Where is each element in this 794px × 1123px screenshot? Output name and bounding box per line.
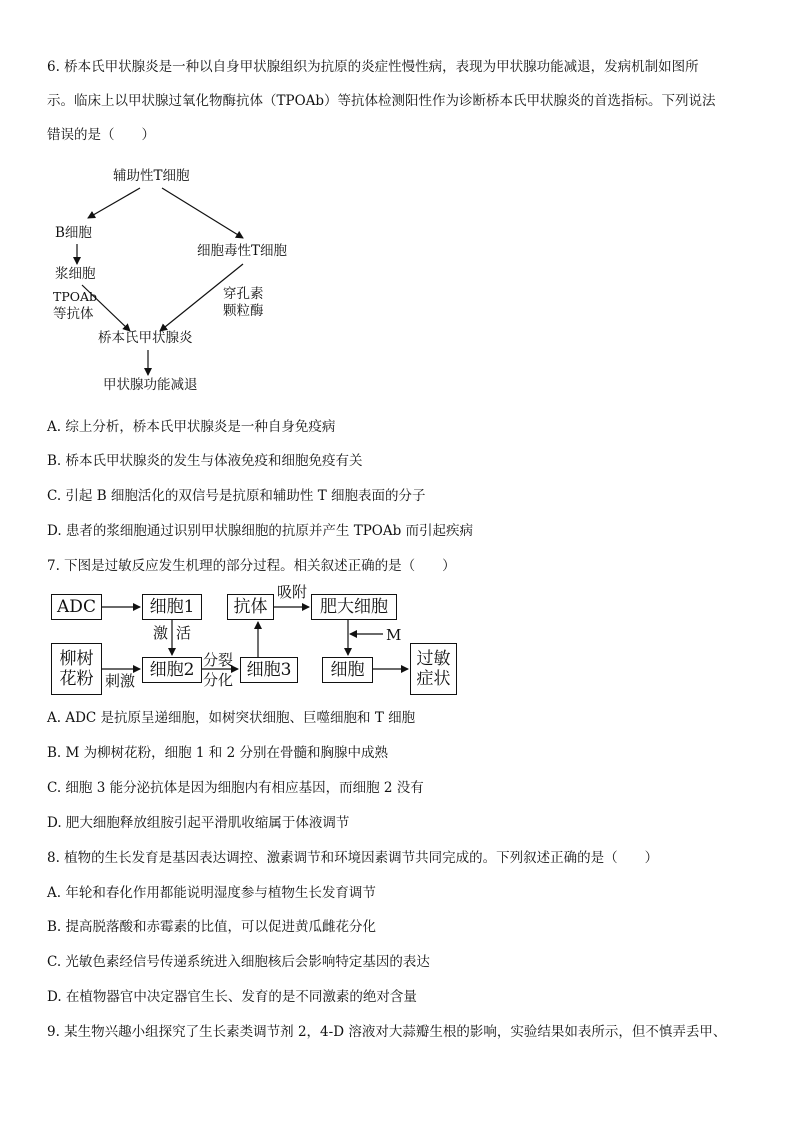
helper-t-cell-label: 辅助性T细胞 <box>113 168 190 184</box>
allergy-line-2: 症状 <box>416 669 451 689</box>
hypothyroidism-label: 甲状腺功能减退 <box>103 377 198 393</box>
cell1-box: 细胞1 <box>142 594 202 620</box>
q6-stem-line-1: 6. 桥本氏甲状腺炎是一种以自身甲状腺组织为抗原的炎症性慢性病，表现为甲状腺功能减退，发病机制如图所 <box>47 59 699 75</box>
tpoab-label: TPOAb <box>53 289 98 304</box>
granzyme-label: 颗粒酶 <box>223 303 264 319</box>
q7-stem: 7. 下图是过敏反应发生机理的部分过程。相关叙述正确的是（ ） <box>47 558 456 574</box>
q6-stem-line-2: 示。临床上以甲状腺过氧化物酶抗体（TPOAb）等抗体检测阳性作为诊断桥本氏甲状腺炎的首选指标。下列说法 <box>47 93 716 109</box>
cytotoxic-t-cell-label: 细胞毒性T细胞 <box>197 243 288 259</box>
allergy-symptoms-box <box>410 643 457 695</box>
q7-option-b: B. M 为柳树花粉，细胞 1 和 2 分别在骨髓和胸腺中成熟 <box>47 745 388 761</box>
b-cell-label: B细胞 <box>55 225 92 241</box>
willow-pollen-box <box>51 643 102 695</box>
antibody-box: 抗体 <box>227 594 274 620</box>
adsorb-label: 吸附 <box>277 583 308 601</box>
mast-cell-box: 肥大细胞 <box>311 594 397 620</box>
q8-option-a: A. 年轮和春化作用都能说明湿度参与植物生长发育调节 <box>47 885 376 901</box>
cell-box: 细胞 <box>322 657 373 683</box>
plasma-cell-label: 浆细胞 <box>55 266 96 282</box>
cell3-box: 细胞3 <box>240 657 298 683</box>
q7-option-d: D. 肥大细胞释放组胺引起平滑肌收缩属于体液调节 <box>47 815 350 831</box>
differentiate-label: 分化 <box>203 671 234 689</box>
q7-option-c: C. 细胞 3 能分泌抗体是因为细胞内有相应基因，而细胞 2 没有 <box>47 780 424 796</box>
willow-pollen-line-1: 柳树 <box>59 649 94 669</box>
q6-option-a: A. 综上分析，桥本氏甲状腺炎是一种自身免疫病 <box>47 419 336 435</box>
willow-pollen-line-2: 花粉 <box>59 669 94 689</box>
divide-label: 分裂 <box>203 651 234 669</box>
adc-box: ADC <box>51 594 102 620</box>
stimulate-label: 刺激 <box>105 672 136 690</box>
m-label: M <box>386 626 402 644</box>
q8-option-c: C. 光敏色素经信号传递系统进入细胞核后会影响特定基因的表达 <box>47 954 430 970</box>
allergy-line-1: 过敏 <box>416 649 451 669</box>
q8-stem: 8. 植物的生长发育是基因表达调控、激素调节和环境因素调节共同完成的。下列叙述正确的是（ ） <box>47 850 659 866</box>
q9-stem: 9. 某生物兴趣小组探究了生长素类调节剂 2，4-D 溶液对大蒜瓣生根的影响，实验结果如表所示，但不慎弄丢甲、 <box>47 1024 727 1040</box>
q7-option-a: A. ADC 是抗原呈递细胞，如树突状细胞、巨噬细胞和 T 细胞 <box>47 710 416 726</box>
hashimoto-label: 桥本氏甲状腺炎 <box>98 330 193 346</box>
antibody-etc-label: 等抗体 <box>53 306 94 322</box>
q8-option-b: B. 提高脱落酸和赤霉素的比值，可以促进黄瓜雌花分化 <box>47 919 377 935</box>
cell2-box: 细胞2 <box>142 657 202 683</box>
q6-stem-line-3: 错误的是（ ） <box>47 127 155 143</box>
q6-option-b: B. 桥本氏甲状腺炎的发生与体液免疫和细胞免疫有关 <box>47 453 363 469</box>
q8-option-d: D. 在植物器官中决定器官生长、发育的是不同激素的绝对含量 <box>47 989 417 1005</box>
perforin-label: 穿孔素 <box>223 286 264 302</box>
q6-option-c: C. 引起 B 细胞活化的双信号是抗原和辅助性 T 细胞表面的分子 <box>47 488 426 504</box>
activate-label-2: 活 <box>176 624 192 642</box>
q6-option-d: D. 患者的浆细胞通过识别甲状腺细胞的抗原并产生 TPOAb 而引起疾病 <box>47 523 474 539</box>
activate-label-1: 激 <box>153 624 169 642</box>
